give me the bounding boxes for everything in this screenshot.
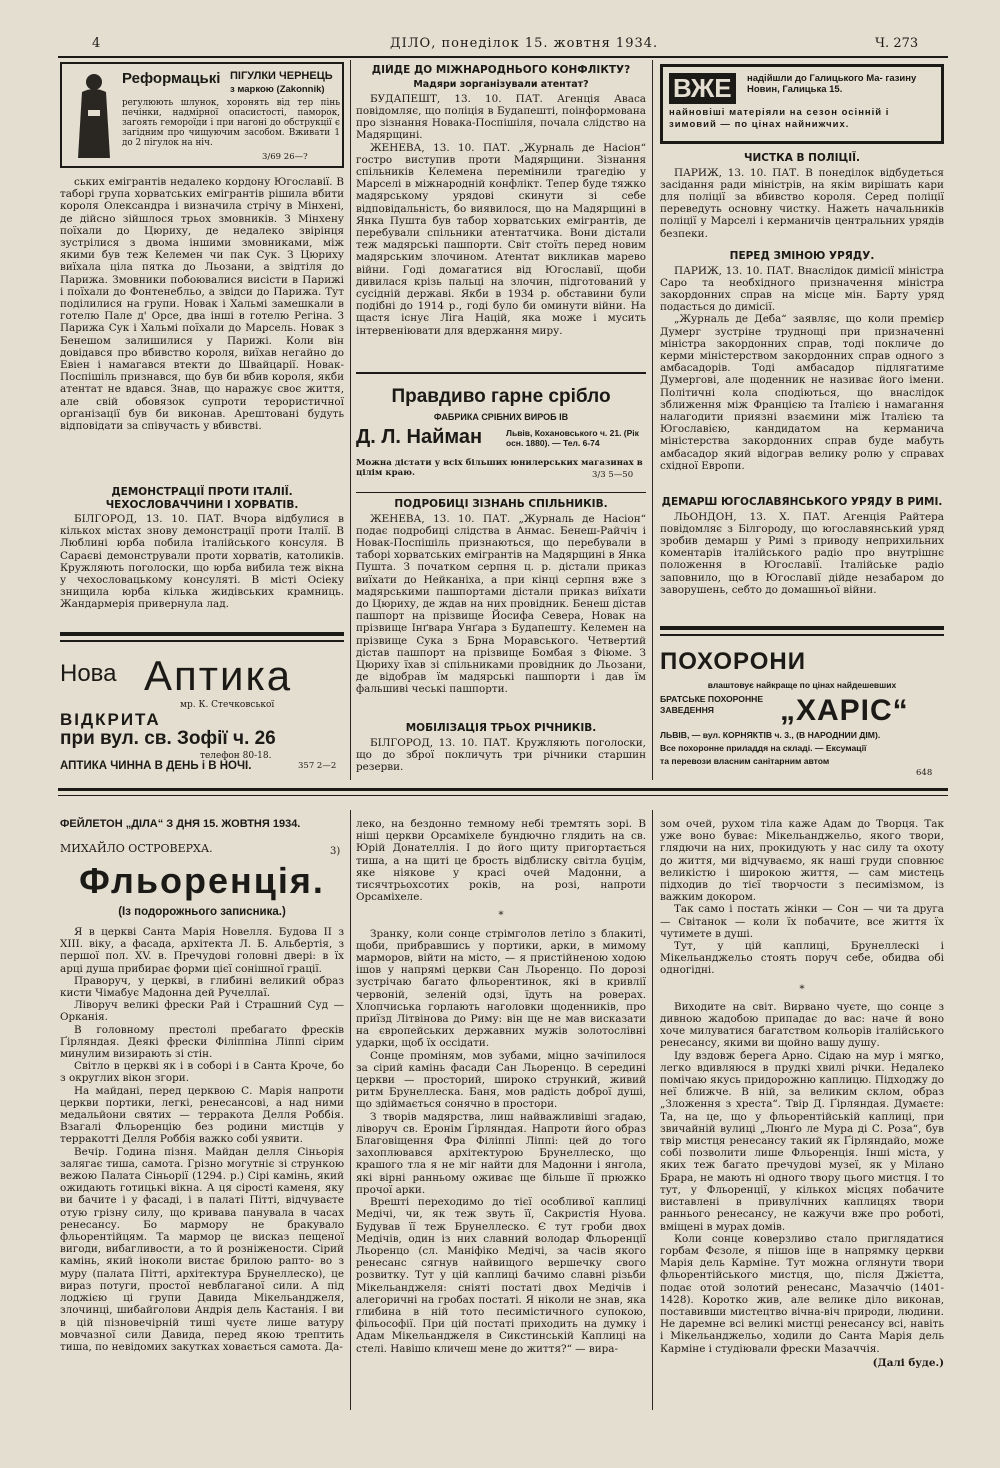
pharmacy-hours: АПТИКА ЧИННА В ДЕНЬ і В НОЧІ. [60, 760, 252, 772]
article-title: ЧИСТКА В ПОЛІЦІЇ. [743, 152, 861, 164]
column-divider [652, 60, 653, 780]
paragraph: Коли сонце коверзливо стало приглядатися горбам Фєзоле, я пішов іще в напрямку церкви Марія дель Карміне. Тут можна оглянути твори фльорентійського мистця, що, після Джієтта, подає отой золотий ренесанс, Мазаччіо (1401-1428). Коротко жив, але велике діло виконав, поставивши мистецтво вічна-віч природи, людини. Не даремне всі великі мистці ренесансу всі, навіть і Мікельанджельо, ходили до Санта Марія дель Карміне і студіювали фрески Мазаччія. [660, 1232, 944, 1355]
feuilleton-rule [58, 788, 948, 791]
funeral-ad [660, 642, 944, 777]
funeral-code: 648 [916, 768, 933, 778]
paragraph: ЖЕНЕВА, 13. 10. ПАТ. „Журналь де Насіон“ гостро виступив проти Мадярщини. Зізнання спільників Келемена перемінили трагедію у Марселі в міжнародній конфлікт. Тепер буде тяжко мадярському урядові скинути зі себе відповідальність, бо виявилося, що на Мадярщині в Янка Пушта був табор хорватських емігрантів, де перебували спільники атентатчика. Вони дістали теж мадярські пашпорти. Світ стоїть перед новим мадярським злочином. Атентат викликав марево війни. Годі домагатися від Югославії, щоби дивилася крізь пальці на злочин, підготований у сусідній державі. Якби в 1934 р. обставини були подібні до 1914 р., годі було би оминути війни. На щастя існує Ліга Націй, яка може і мусить інтервеніювати для вдержання миру. [356, 141, 646, 337]
vzhe-big: ВЖЕ [669, 73, 736, 104]
paragraph: Ліворуч великі фрески Рай і Страшний Суд — Орканія. [60, 999, 344, 1024]
paragraph: Врешті переходимо до тієї особливої каплиці Медічі, чи, як теж звуть її, Сакристія Нуова. Будував її теж Брунеллеско. Є тут гроби двох Медічів, один із них славний володар Фльоренції Льоренцо (сл. Маніфіко Медічі, за часів якого ренесанс сягнув найвищого вершечку свого розвитку. Тут у цій каплиці бачимо славні різьби Мікельанджеля: сніяті постаті двох Медічів і алегоричні на гробах постаті. Я ніколи не знав, яка глибина в ній тото песимістичного супокою, фільософії. При цій постаті приходить на думку і Адам Мікельанджеля в Сикстинській Каплиці на стелі. Навішо кличеш мене до життя?“ — вира- [356, 1196, 646, 1355]
ad-rule [660, 634, 944, 636]
paragraph: ПАРИЖ, 13. 10. ПАТ. В понеділок відбудеться засідання ради міністрів, на якім вирішать кари для поліції за вбивство короля. Серед поліції переведуть основну чистку. Нажеть начальників поліції у Марселі і керманичів центральних урядів безпеки. [660, 166, 944, 240]
monk-figure-icon [72, 70, 116, 162]
vzhe-line1: надійшли до Галицького Ма- газину Новин, Галицька 15. [747, 73, 917, 95]
to-be-continued: (Далі буде.) [872, 1356, 944, 1369]
ad-rule [660, 626, 944, 630]
feuilleton-label: ФЕЙЛЕТОН „ДІЛА“ З ДНЯ 15. ЖОВТНЯ 1934. [60, 818, 301, 830]
details-article [356, 496, 646, 720]
feuilleton-part: 3) [330, 846, 341, 857]
demonstrations-article [60, 482, 344, 622]
paragraph: З творів мадярства, лиш найважливіші згадаю, ліворуч св. Еронім Ґірляндая. Напроти його образ Благовіщення Фра Філіппі Ліппі: цей до того захоплювався архітектурою Брунеллеско, що крашого тла я не міг найти для Мадонни і янгола, які вірні ранньому оживає ще більше її прюжко прочої арки. [356, 1110, 646, 1196]
article-title: МОБІЛІЗАЦІЯ ТРЬОХ РІЧНИКІВ. [405, 722, 597, 734]
pills-code: 3/69 26—? [262, 152, 308, 162]
pharmacy-nova: Нова [60, 660, 117, 687]
funeral-title: ПОХОРОНИ [660, 648, 806, 675]
funeral-line2: Все похоронне приладдя на складі. — Ексумації [660, 743, 867, 753]
paragraph: ських емігрантів недалеко кордону Югославії. В таборі група хорватських емігрантів рішила вбити короля Олександра і визначила стрічу в Мінхені, де дійсно зійшлося трьох змовників. З Мінхену поїхали до Цюриху, де недалеко звірінця зустрілися з двома іншими змовниками, між якими був теж Келемен чи пак Сук. З Цюриху виїхала ціла пятка до Льозани, а звідтіля до Парижа. Змовники побоювалися висісти в Парижі і поїхали до Фонтенебльо, а звідси до Парижа. Тут поділилися на групи. Новак і Хальмі замешкали в готелю Пале д' Орсе, два інші в готелю Регіна. З Парижа Сук і Хальмі поїхали до Марсель. Новак з Бенешом залишилися у Парижі. Коли він довідався про вбивство короля, виїхав негайно до Евіен і намагався втекти до Швайцарії. Новак-Поспішіль признався, що був би вбив короля, якби атентат не вдався. Знав, що наражує своє життя, але свій обовязок супроти терористичної організації був би виконав. Арештовані будуть відповідати за співучасть у вбивстві. [60, 176, 344, 433]
paragraph: БУДАПЕШТ, 13. 10. ПАТ. Агенція Аваса повідомляє, що поліція в Будапешті, поінформована про зізнання Новака-Поспішіля, почала слідство на Мадярщині. [356, 92, 646, 142]
silver-code: 3/3 5—50 [592, 470, 634, 480]
feuilleton-column-1 [60, 926, 344, 1412]
pills-brand: Реформацькі [122, 70, 221, 87]
demarche-article [660, 492, 944, 622]
pills-ad [60, 62, 344, 168]
feuilleton-title: Фльоренція. [79, 860, 325, 901]
ad-rule [356, 372, 646, 374]
paragraph: БІЛГОРОД, 13. 10. ПАТ. Кружляють поголоски, що до зброї покличуть три річники старшин резерви. [356, 736, 646, 773]
paragraph: зом очей, рухом тіла каже Адам до Творця. Так уже воно буває: Мікельанджельо, якого твори, глядючи на них, прокидують у нас силу та охоту до життя, ми відчуваємо, як наші груди сповнює великістю і широкою життя, — сам мистець підходив до тієї творчости з песимізмом, із важким докором. [660, 818, 944, 904]
feuilleton-author: МИХАЙЛО ОСТРОВЕРХА. [60, 842, 213, 855]
paragraph: Зранку, коли сонце стрімголов летіло з блакиті, щоби, прибравшись у портики, арки, в мимому марморов, війти на місто, — я пристійненою ходою ішов у напрямі церкви Сан Льоренцо. По дорозі зустрічаю багато фльорентинок, які в кривлії червоній, зеленій одзі, їдуть на роверах. Хлопчиська горлають наголовки щоденників, про приїзд Літвінова до Риму: він ще не мав висказати на європейських державних мужів золотослівні ударки, щоб їх оссідати. [356, 927, 646, 1050]
article-title: ДЕМАРШ ЮГОСЛАВЯНСЬКОГО УРЯДУ В РИМІ. [661, 496, 943, 508]
page-number: 4 [92, 36, 101, 51]
masthead-title: ДІЛО, понеділок 15. жовтня 1934. [390, 36, 659, 51]
pharmacy-open: ВІДКРИТА [60, 710, 161, 729]
paragraph: Тут, у цій каплиці, Брунеллескі і Мікельанджельо стоять поруч себе, обидва обі одногідні. [660, 940, 944, 977]
mobilization-article [356, 720, 646, 780]
paragraph: ЛЬОНДОН, 13. Х. ПАТ. Агенція Райтера повідомляє з Білгороду, що югославянський уряд зробив демарш у Римі з приводу неприхильних коментарів італійського радіо про внутрішнє положення в Югославії. Італійське радіо заповнило, що в Югославії дійде незабаром до заворушень, себто до домашньої війни. [660, 510, 944, 596]
feuilleton-column-2 [356, 818, 646, 1412]
paragraph: На майдані, перед церквою С. Марія напроти церкви портики, легкі, ренесансові, а над ними медальйони святих — терракота Делля Роббія. Взагалі Фльоренцію без родини мистців у терракотті Делля Роббія важко собі уявити. [60, 1084, 344, 1146]
paragraph: БІЛГОРОД, 13. 10. ПАТ. Вчора відбулися в кількох містах знову демонстрації проти Італії. В Люблині юрба побила італійського консуля. В Сараєві демонстрували проти хорватів, католиків. Кружляють поголоски, що юрба вибила теж вікна у чехословацькому консуляті. В місті Осіеку знищила юрба кілька жидівських крамниць. Жандармерія привернула лад. [60, 513, 344, 611]
pharmacy-phone: телефон 80-18. [200, 751, 272, 761]
funeral-line3: та перевози власним санітарним автом [660, 756, 830, 766]
pharmacy-ad [60, 648, 344, 773]
government-article [660, 246, 944, 492]
paragraph: Світло в церкві як і в соборі і в Санта Кроче, бо з округлих вікон згори. [60, 1060, 344, 1085]
feuilleton-subtitle: (Із подорожнього записника.) [118, 906, 286, 918]
column-divider [350, 810, 351, 1410]
pharmacy-address: при вул. св. Зофії ч. 26 [60, 728, 276, 749]
vzhe-ad [660, 64, 944, 144]
funeral-address: ЛЬВІВ, — вул. КОРНЯКТІВ ч. 3., (В НАРОДНИИ ДІМ). [660, 730, 881, 740]
pills-body: регулюють шлунок, хоронять від тер пінь печінки, надмірної опасистості, паморок, загоять гемороїди і при нагоні до обструкції є загідним про чищуючим засобом. Вживати 1 до 2 пігулок на ніч. [122, 98, 340, 148]
column-divider [652, 810, 653, 1410]
pills-title: ПІГУЛКИ ЧЕРНЕЦЬ [230, 70, 333, 82]
article-title: ПОДРОБИЦІ ЗІЗНАНЬ СПІЛЬНИКІВ. [394, 498, 608, 510]
issue-number: Ч. 273 [875, 36, 919, 51]
silver-name: Д. Л. Найман [356, 426, 483, 448]
paragraph: Сонце проміням, мов зубами, міцно зачіпилося за сірий камінь фасади Сан Льоренцо. В середині церкви — просторий, широко стрункий, живий ритм Брунеллеска. Баня, мов радість доброї душі, що здіймається сонячно в простори. [356, 1049, 646, 1111]
ad-rule [60, 632, 344, 636]
paragraph: „Журналь де Деба“ заявляє, що коли премієр Думерг зустріне труднощі при призначенні міністра закордонних справ, тоді покличе до керми міністерством закордонних справ одного з амбасадорів. Тоді амбасадор підлягатиме Думергові, але щоденник не називає його імени. Політичні кола сподіються, що внаслідок зближення між Францією та Італією і намагання налагодити приязні взаємини між Італією та Югославією, кандидатом на керманича міністерства закордонних справ буде мабуть амбасадор який відограв велику ролю у справах східної Европи. [660, 313, 944, 472]
funeral-firm: „ХАРІС“ [780, 694, 909, 727]
article-subtitle: Мадяри зорганізували атентат? [413, 78, 589, 90]
paragraph: леко, на бездонно темному небі тремтять зорі. В ніші церкви Орсаміхеле бундючно глядить на св. Юрій Донателлія. І до його щиту пригортається тиша, а на щиті це брость відблиску світла буцім, яке ніякове у красі очей Мадонни, а тисячтрьохсотих років, на розі, напроти Орсаміхеле. [356, 818, 646, 904]
paragraph: Праворуч, у церкві, в глибині великий образ кисти Чімабує Мадонна дей Ручеллаї. [60, 974, 344, 1000]
article-title: ДІЙДЕ ДО МІЖНАРОДНЬОГО КОНФЛІКТУ? [371, 64, 631, 76]
article-title: ПЕРЕД ЗМІНОЮ УРЯДУ. [729, 250, 875, 262]
paragraph: Іду вздовж берега Арно. Сідаю на мур і мягко, легко вдивляюся в прудкі хвилі річки. Недалеко помічаю якусь придорожню каплицю. Підходжу до неї ближче. В ній, за великим склом, образ „Зложення з хреста“. Твір Д. Ґірляндая. Думаєте: Та, на це, що у фльорентійській каплиці, при звичайній вулиці „Люнґо ле Мура ді С. Роза“, був твір мистця ренесансу такий як Ґірляндайо, може собі позволити лише Фльоренція. Інші міста, у яких теж багато пречудові музеї, як у Мілано Брара, не мають ні одного твору цього мистця. І то тут, у Фльоренції, у кількох місцях побачите виставлені в привулічних каплицях твори раннього ренесансу, не кажучи вже про роботі, вміщені в мурах домів. [660, 1049, 944, 1233]
paragraph: Виходите на світ. Вирвано чуєте, що сонце з дивною жадобою припадає до вас: наче й воно хоче милуватися багатством кольорів італійського ренесансу, якими ви щойно вашу душу. [660, 1000, 944, 1050]
column-1-text [60, 176, 344, 476]
paragraph: ЖЕНЕВА, 13. 10. ПАТ. „Журналь де Насіон“ подає подробиці слідства в Анмас. Бенеш-Райчіч і Новак-Поспішіль признаються, що перебували в таборі хорватських емігрантів на Мадярщині в Янка Пушта. З початком серпня ц. р. дістали приказ виїхати до Нейканіха, а при кінці серпня вже з мадярськими пашпортами дістали приказ виїхати до Цюриху, де ждав на них провідник. Бенеш дістав пашпорт на прізвище Йосифа Севера, Новак на прізвище Інґвара Унґара з Будапешту. Келемен на прізвище Сука з Брна Моравського. Четвертий дістав пашпорт на прізвище Бомбая з Фіюме. З Цюриху їхав зі спільниками провідник до Льозани, де відобрав їм мадярські пашпорти і дав їм фальшиві чеські пашпорти. [356, 512, 646, 696]
funeral-sub: влаштовує найкраще по цінах найдешевших [707, 680, 897, 690]
silver-factory: ФАБРИКА СРІБНИХ ВИРОБ ІВ [433, 412, 569, 422]
conflict-article [356, 64, 646, 364]
silver-title: Правдиво гарне срібло [391, 386, 611, 407]
pharmacy-owner: мр. К. Стечковської [180, 700, 275, 710]
feuilleton-rule [58, 795, 948, 796]
pills-mark: з маркою (Zakonnik) [230, 84, 325, 95]
column-divider [350, 60, 351, 780]
paragraph: Вечір. Година пізня. Майдан делля Сіньорія залягає тиша, самота. Грізно могутніє зі стрункою вежою Палата Сіньорії (1294. р.) Сірі камінь, який ожидають готицькі вікна. А ця сірості каменя, яку ви бачите і у фасаді, і в палаті Пітті, відчуваєте отую грізну силу, що кривава панувала в часах ренесансу. Бо мармору не бракувало фльорентійцям. Та мармор це висказ пещеної вигоди, вибагливости, а то й розніжености. Сірий камінь, який іноколи вистає брилою рапто- во з муру (палата Пітті, архітектура Брунеллеско), це вираз потуги, простої невблаганої сили. А під лоджією ці групи Давида Мікельанджеля, злочинці, шибайголови Андрія дель Кастанія. І ви в цій пізновечірній тиші чуєте лише ватуру мовчазної сили Давида, перед якою трептить тиша, по невідомих закутках ховається самота. Да- [60, 1145, 344, 1353]
silver-note: Можна дістати у всіх більших юнилерських магазинах в цілім краю. [356, 458, 643, 478]
vzhe-line2: найновіші матеріяли на сезон осінній і зимовий — по цінах найнижчих. [669, 107, 890, 130]
feuilleton-column-3 [660, 818, 944, 1412]
pharmacy-code: 357 2—2 [298, 761, 337, 771]
police-article [660, 148, 944, 244]
ad-rule [60, 640, 344, 642]
section-asterisk: * [799, 982, 805, 995]
paragraph: ПАРИЖ, 13. 10. ПАТ. Внаслідок димісії міністра Саро та необхідного призначення міністра закордонних справ на місце мін. Барту уряд подасться до димісії. [660, 264, 944, 314]
section-asterisk: * [498, 909, 504, 922]
silver-address: Львів, Кохановського ч. 21. (Рік осн. 1880). — Тел. 6-74 [506, 428, 639, 448]
paragraph: В головному престолі пребагато фресків Ґірляндая. Деякі фрески Філіппіна Ліппі сірим минулим визирають зі стін. [60, 1023, 344, 1061]
silver-ad [356, 378, 646, 488]
article-title: ДЕМОНСТРАЦІЇ ПРОТИ ІТАЛІЇ. ЧЕХОСЛОВАЧЧИНИ І ХОРВАТІВ. [105, 486, 299, 511]
paragraph: Так само і постать жінки — Сон — чи та друга — Світанок — коли їх побачите, все життя їх чутимете в душі. [660, 903, 944, 940]
masthead-rule [58, 56, 948, 58]
pharmacy-name: Аптика [144, 652, 293, 699]
funeral-firm-small: БРАТСЬКЕ ПОХОРОННЕ ЗАВЕДЕННЯ [660, 694, 764, 715]
paragraph: Я в церкві Санта Марія Новелля. Будова ІІ з ХІІІ. віку, а фасада, архітекта Л. Б. Альбертія, з першої пол. XV. в. Пречудові головні двері: в їх арці душа прибирає форми цієї сонішної грації. [60, 926, 344, 975]
ad-rule [356, 492, 646, 493]
